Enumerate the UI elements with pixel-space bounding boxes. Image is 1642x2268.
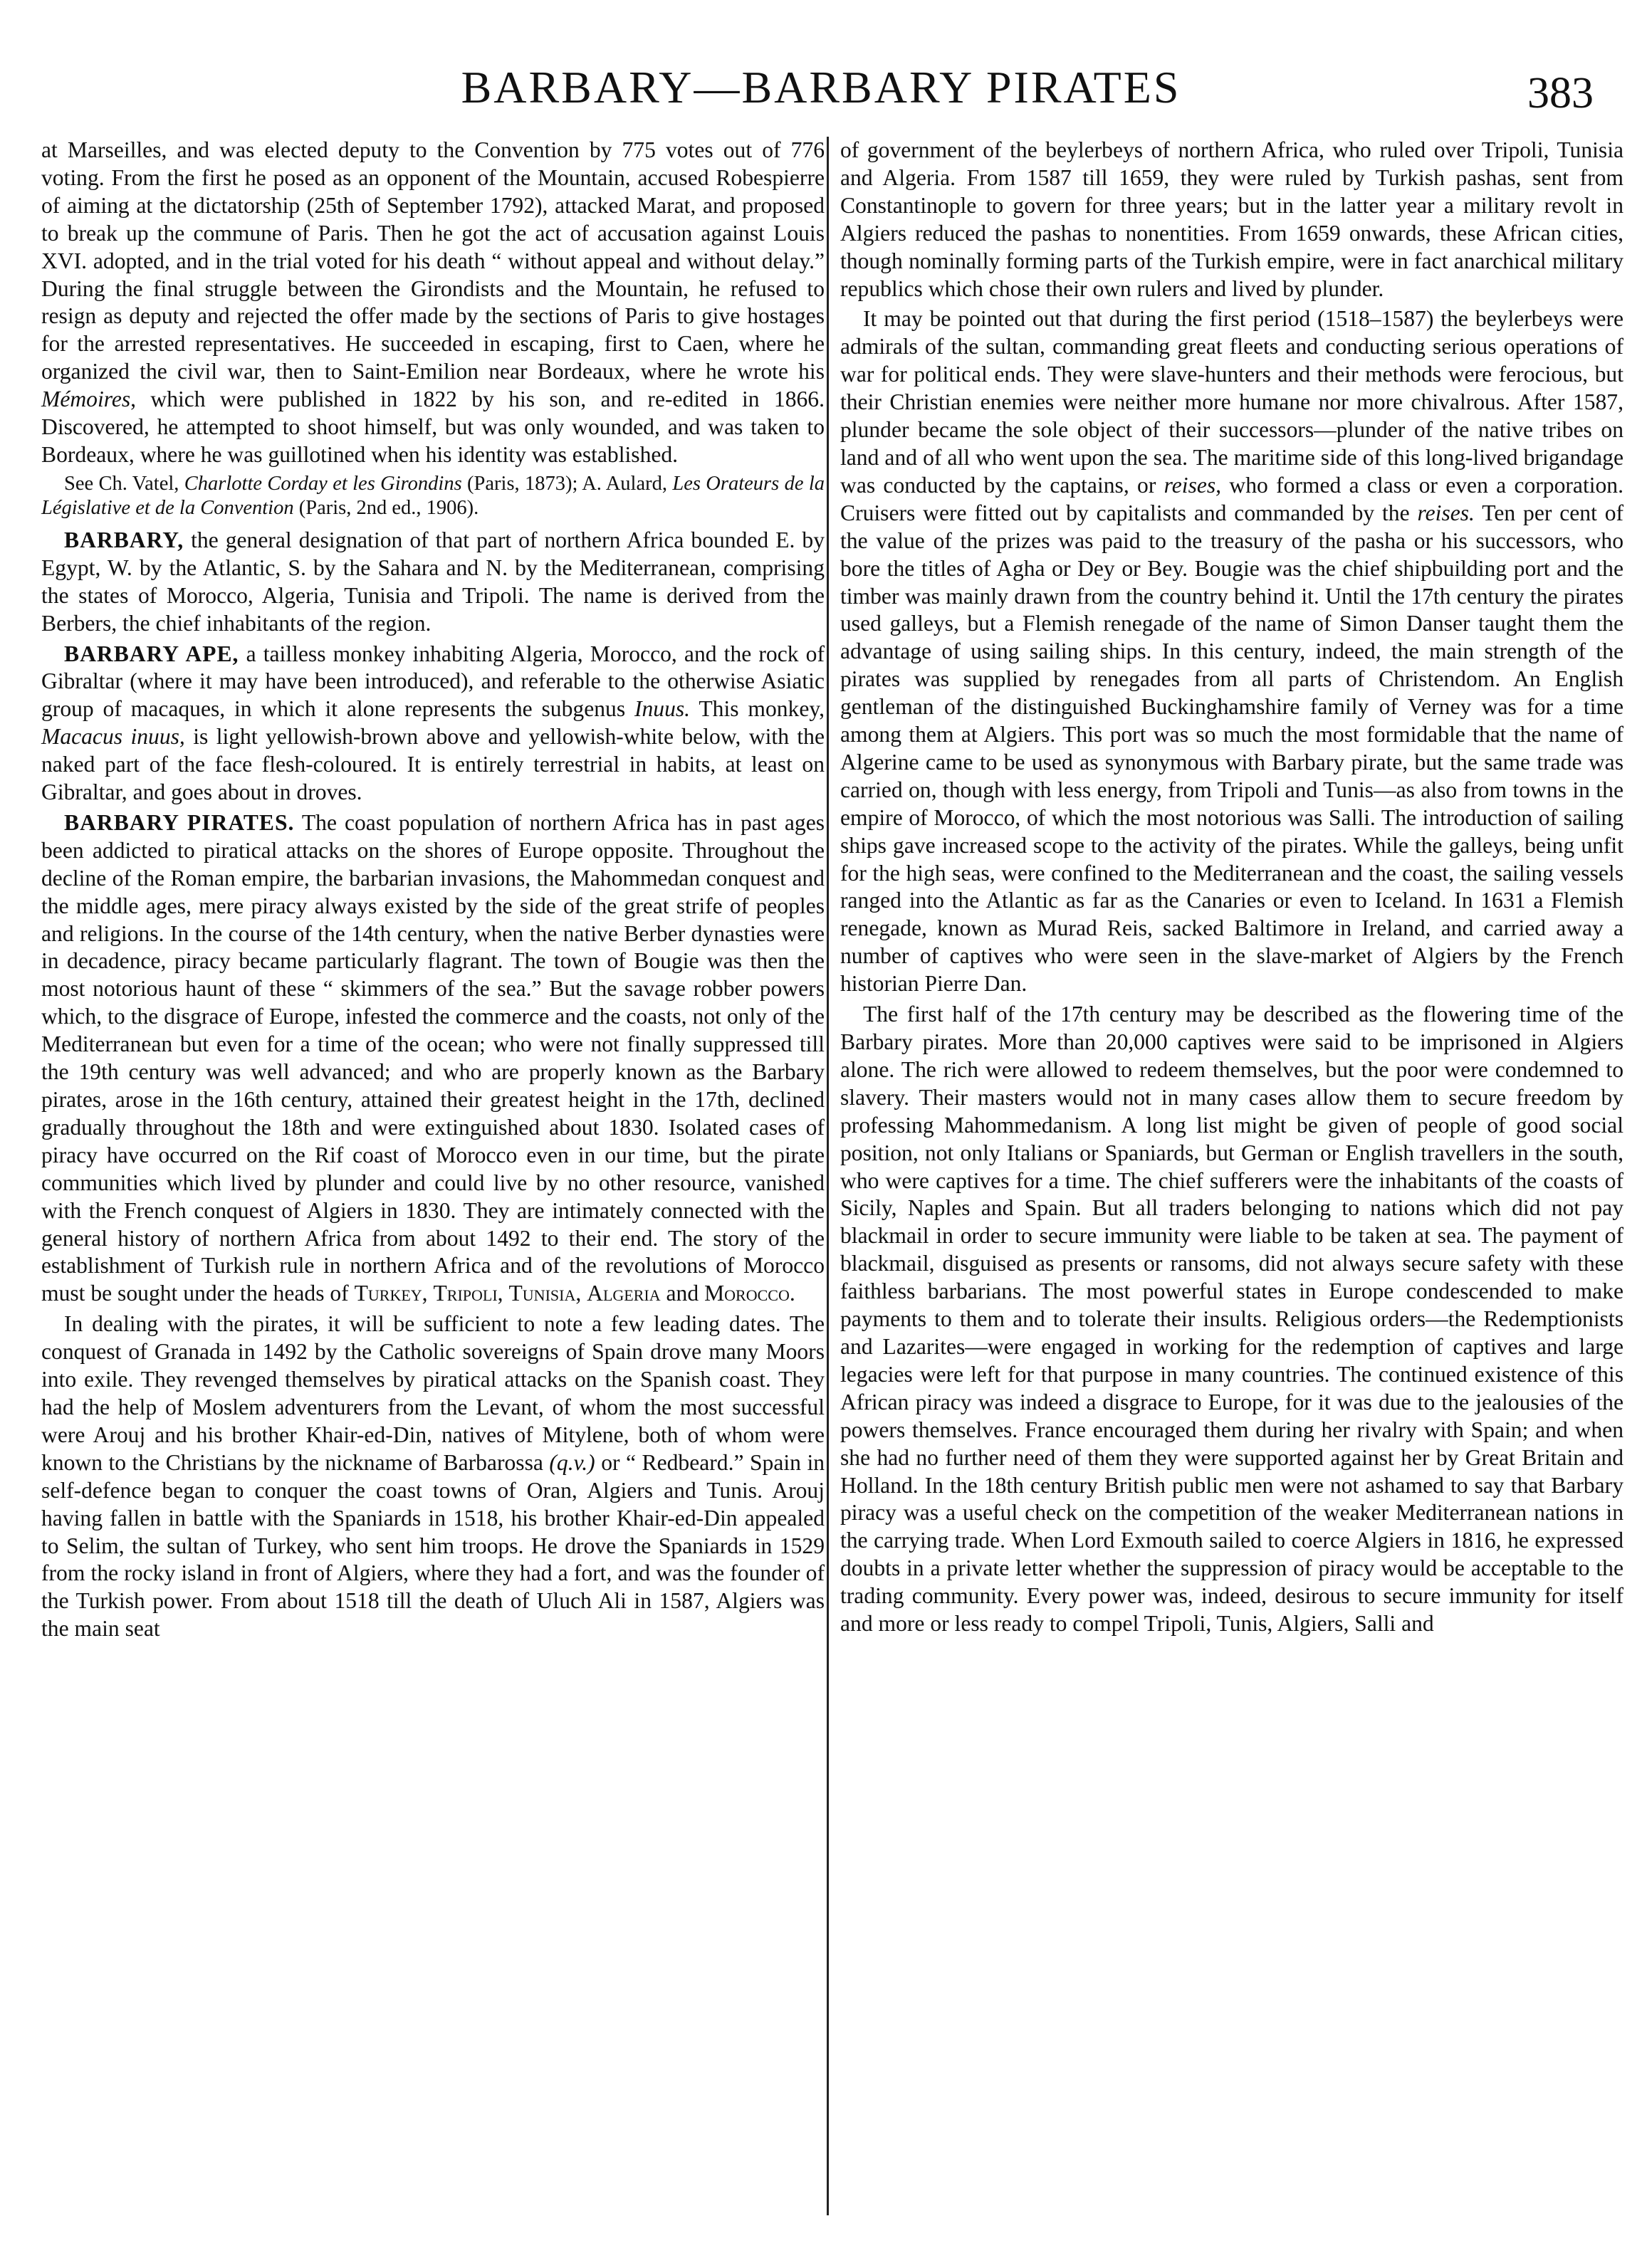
paragraph-barbaroux-continued [41, 137, 825, 469]
page-header [0, 56, 1642, 127]
entry-text: of government of the beylerbeys of northern Africa, who ruled over Tripoli, Tunisia and Algeria. From 1587 till 1659, they were ruled by Turkish pashas, sent from Constantinople to govern for three years; but in the latter year a military revolt in Algiers reduced the pashas to nonentities. From 1659 onwards, these African cities, though nominally forming parts of the Turkish empire, were in fact anarchical military republics which chose their own rulers and lived by plunder. [840, 137, 1623, 301]
headword-barbary-pirates: BARBARY PIRATES. [64, 809, 295, 835]
page-number: 383 [1527, 69, 1594, 117]
italic-book-title: Les Orateurs de la Législative et de la Convention [41, 472, 825, 520]
cross-reference-turkey[interactable]: Turkey, [354, 1281, 428, 1306]
text-run: , which were published in 1822 by his son, and re-edited in 1866. Discovered, he attempted to shoot himself, but was only wounded, and was taken to Bordeaux, where he was guillotined when his identity was established. [41, 387, 825, 467]
right-column [840, 137, 1623, 1641]
cross-reference-tripoli[interactable]: Tripoli, [433, 1281, 503, 1306]
entry-text: It may be pointed out that during the first period (1518–1587) the beylerbeys were admirals of the sultan, commanding great fleets and conducting serious operations of war for political ends. They were slave-hunters and their methods were ferocious, but their Christian enemies were neither more humane nor more chivalrous. After 1587, plunder became the sole object of their successors—plunder of the native tribes on land and of all who went upon the sea. The maritime side of this long-lived brigandage was conducted by the captains, or [840, 306, 1623, 498]
headword-barbary-ape: BARBARY APE, [64, 641, 239, 666]
bibliography-reference [41, 472, 825, 521]
paragraph-first-period [840, 305, 1623, 998]
left-column [41, 137, 825, 1646]
entry-text: This monkey, [699, 696, 825, 722]
entry-text: The coast population of northern Africa has in past ages been addicted to piratical attacks on the shores of Europe opposite. Throughout the decline of the Roman empire, the barbarian invasions, the Mahommedan conquest and the middle ages, mere piracy always existed by the side of the great strife of peoples and religions. In the course of the 14th century, when the native Berber dynasties were in decadence, piracy became particularly flagrant. The town of Bougie was then the most notorious haunt of these “ skimmers of the sea.” But the savage robber powers which, to the disgrace of Europe, infested the commerce and the coasts, not only of the Mediterranean but even for a time of the ocean; who were not finally suppressed till the 19th century was well advanced; and who are properly known as the Barbary pirates, arose in the 16th century, attained their greatest height in the 17th, declined gradually throughout the 18th and were extinguished about 1830. Isolated cases of piracy have occurred on the Rif coast of Morocco even in our time, but the pirate communities which lived by plunder and could live by no other resource, vanished with the French conquest of Algiers in 1830. They are intimately connected with the general history of northern Africa from about 1492 to their end. The story of the establishment of Turkish rule in northern Africa and of the revolutions of Morocco must be sought under the heads of [41, 809, 825, 1306]
entry-text: or “ Redbeard.” Spain in self-defence began to conquer the coast towns of Oran, Algiers and Tunis. Arouj having fallen in battle with the Spaniards in 1518, his brother Khair-ed-Din appealed to Selim, the sultan of Turkey, who sent him troops. He drove the Spaniards in 1529 from the rocky island in front of Algiers, where they had a fort, and was the founder of the Turkish power. From about 1518 till the death of Uluch Ali in 1587, Algiers was the main seat [41, 1449, 825, 1642]
cross-reference-qv[interactable]: (q.v.) [549, 1449, 595, 1475]
headword-barbary: BARBARY, [64, 527, 184, 552]
cross-reference-tunisia[interactable]: Tunisia, [508, 1281, 582, 1306]
text-run: (Paris, 2nd ed., 1906). [298, 497, 479, 520]
italic-reises: reises. [1417, 500, 1475, 525]
paragraph-beylerbeys-continued [840, 137, 1623, 303]
text-run: at Marseilles, and was elected deputy to the Convention by 775 votes out of 776 voting. From the first he posed as an opponent of the Mountain, accused Robespierre of aiming at the dictatorship (25th of September 1792), attacked Marat, and proposed to break up the commune of Paris. Then he got the act of accusation against Louis XVI. adopted, and in the trial voted for his death “ without appeal and without delay.” During the final struggle between the Girondists and the Mountain, he refused to resign as deputy and rejected the offer made by the sections of Paris to give hostages for the arrested representatives. He succeeded in escaping, first to Caen, where he organized the civil war, then to Saint-Emilion near Bordeaux, where he wrote his [41, 137, 825, 384]
paragraph-seventeenth-century [840, 1001, 1623, 1638]
cross-reference-morocco[interactable]: Morocco. [704, 1281, 795, 1306]
text-run: See Ch. Vatel, [64, 472, 179, 495]
entry-text: who formed a class or even a corporation. Cruisers were fitted out by capitalists and commanded by the [840, 472, 1623, 525]
entry-text: a tailless monkey inhabiting Algeria, Morocco, and the rock of Gibraltar (where it may have been introduced), and referable to the otherwise Asiatic group of macaques, in which it alone represents the subgenus [41, 641, 825, 722]
text-run: (Paris, 1873); A. Aulard, [467, 472, 667, 495]
column-divider [827, 137, 829, 2215]
italic-subgenus: Inuus. [634, 696, 691, 722]
cross-reference-algeria[interactable]: Algeria [587, 1281, 661, 1306]
entry-text: The first half of the 17th century may be described as the flowering time of the Barbary pirates. More than 20,000 captives were said to be imprisoned in Algiers alone. The rich were allowed to redeem themselves, but the poor were condemned to slavery. Their masters would not in many cases allow them to secure freedom by professing Mahommedanism. A long list might be given of people of good social position, not only Italians or Spaniards, but German or English travellers in the south, who were captives for a time. The chief sufferers were the inhabitants of the coasts of Sicily, Naples and Spain. But all traders belonging to nations which did not pay blackmail in order to secure immunity were liable to be taken at sea. The payment of blackmail, disguised as presents or ransoms, did not always secure safety with these faithless barbarians. The most powerful states in Europe condescended to make payments to them and to tolerate their insults. Religious orders—the Redemptionists and Lazarites—were engaged in working for the redemption of captives and large legacies were left for that purpose in many countries. The continued existence of this African piracy was indeed a disgrace to Europe, for it was due to the jealousies of the powers themselves. France encouraged them during her rivalry with Spain; and when she had no further need of them they were supported against her by Great Britain and Holland. In the 18th century British public men were not ashamed to say that Barbary piracy was a useful check on the competition of the weaker Mediterranean nations in the carrying trade. When Lord Exmouth sailed to coerce Algiers in 1816, he expressed doubts in a private letter whether the suppression of piracy would be acceptable to the trading community. Every power was, indeed, desirous to secure immunity for itself and more or less ready to compel Tripoli, Tunis, Algiers, Salli and [840, 1002, 1623, 1637]
entry-text: is light yellowish-brown above and yellowish-white below, with the naked part of the face flesh-coloured. It is entirely terrestrial in habits, at least on Gibraltar, and goes about in droves. [41, 724, 825, 805]
entry-barbary-pirates [41, 809, 825, 1308]
italic-book-title: Charlotte Corday et les Girondins [184, 472, 462, 495]
running-title: BARBARY—BARBARY PIRATES [461, 62, 1181, 112]
paragraph-leading-dates [41, 1311, 825, 1643]
italic-species: Macacus inuus, [41, 724, 185, 750]
entry-text: the general designation of that part of northern Africa bounded E. by Egypt, W. by the Atlantic, S. by the Sahara and N. by the Mediterranean, comprising the states of Morocco, Algeria, Tunisia and Tripoli. The name is derived from the Berbers, the chief inhabitants of the region. [41, 527, 825, 636]
entry-barbary-ape [41, 641, 825, 807]
entry-text: Ten per cent of the value of the prizes was paid to the treasury of the pasha or his successors, who bore the titles of Agha or Dey or Bey. Bougie was the chief shipbuilding port and the timber was mainly drawn from the country behind it. Until the 17th century the pirates used galleys, but a Flemish renegade of the name of Simon Danser taught them the advantage of using sailing ships. In this century, indeed, the main strength of the pirates was supplied by renegades from all parts of Christendom. An English gentleman of the distinguished Buckinghamshire family of Verney was for a time among them at Algiers. This port was so much the most formidable that the name of Algerine came to be used as synonymous with Barbary pirate, but the same trade was carried on, though with less energy, from Tripoli and Tunis—as also from towns in the empire of Morocco, of which the most notorious was Salli. The introduction of sailing ships gave increased scope to the activity of the pirates. While the galleys, being unfit for the high seas, were confined to the Mediterranean and the coast, the sailing vessels ranged into the Atlantic as far as the Canaries or even to Iceland. In 1631 a Flemish renegade, known as Murad Reis, sacked Baltimore in Ireland, and carried away a number of captives who were seen in the slave-market of Algiers by the French historian Pierre Dan. [840, 500, 1624, 997]
entry-text: In dealing with the pirates, it will be sufficient to note a few leading dates. The conquest of Granada in 1492 by the Catholic sovereigns of Spain drove many Moors into exile. They revenged themselves by piratical attacks on the Spanish coast. They had the help of Moslem adventurers from the Levant, of whom the most successful were Arouj and his brother Khair-ed-Din, natives of Mitylene, both of whom were known to the Christians by the nickname of Barbarossa [41, 1311, 825, 1475]
italic-reises: reises, [1163, 472, 1222, 498]
text-run: and [666, 1281, 699, 1306]
italic-title-memoires: Mémoires [41, 387, 131, 412]
entry-barbary [41, 527, 825, 638]
